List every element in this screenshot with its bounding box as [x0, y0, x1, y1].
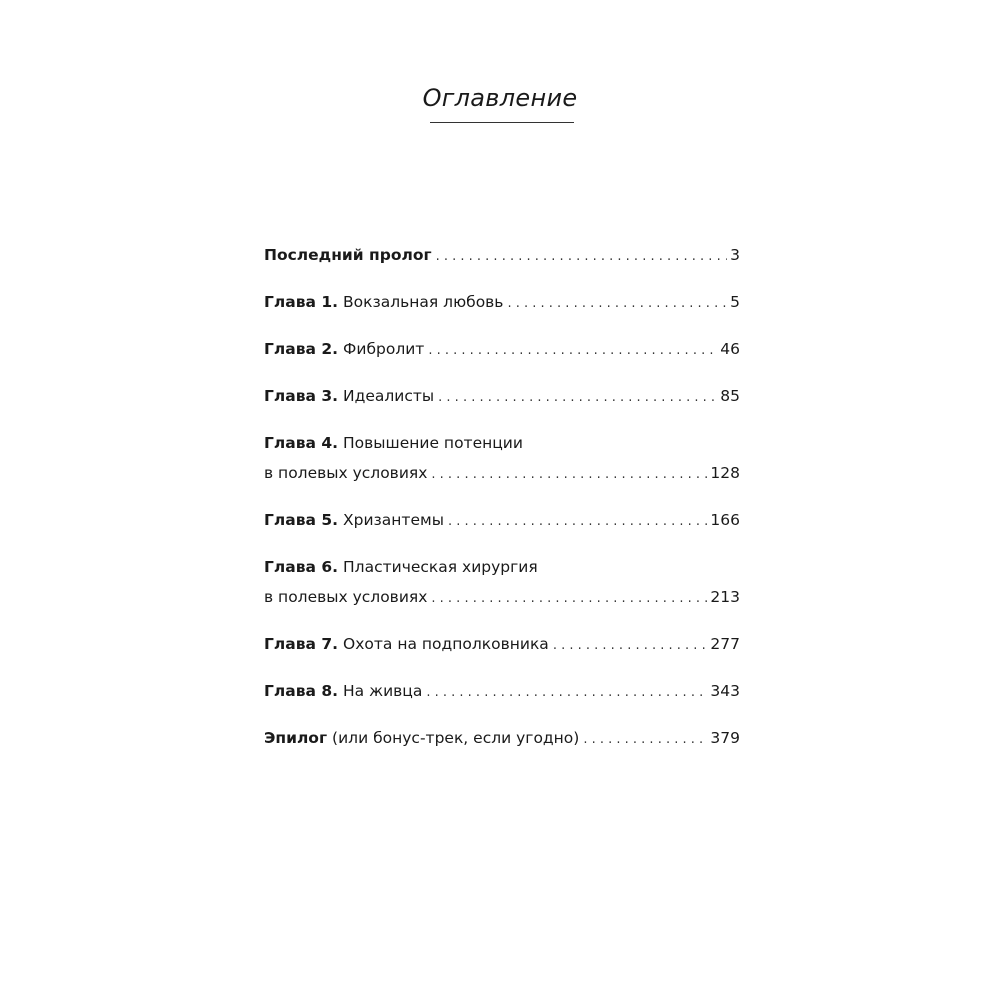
- entry-page-number: 128: [710, 464, 740, 482]
- leader-dots: [583, 729, 707, 751]
- entry-bold-label: Последний пролог: [264, 246, 432, 264]
- entry-bold-label: Эпилог: [264, 729, 328, 747]
- entry-page-number: 343: [710, 682, 740, 700]
- leader-dots: [507, 293, 727, 315]
- entry-page-number: 379: [710, 729, 740, 747]
- leader-dots: [553, 635, 708, 657]
- toc-list: [264, 244, 740, 774]
- toc-entry-chapter-3: [264, 385, 740, 409]
- toc-entry-chapter-8: [264, 680, 740, 704]
- entry-bold-label: Глава 6.: [264, 558, 339, 576]
- entry-page-number: 166: [710, 511, 740, 529]
- entry-title: Вокзальная любовь: [343, 293, 504, 311]
- toc-entry-epilogue: [264, 727, 740, 751]
- entry-title: Идеалисты: [343, 387, 435, 405]
- leader-dots: [428, 340, 717, 362]
- entry-bold-label: Глава 5.: [264, 511, 339, 529]
- entry-bold-label: Глава 4.: [264, 434, 339, 452]
- entry-bold-label: Глава 3.: [264, 387, 339, 405]
- toc-entry-chapter-5: [264, 509, 740, 533]
- entry-title: На живца: [343, 682, 423, 700]
- entry-title: Охота на подполковника: [343, 635, 549, 653]
- toc-entry-chapter-4: [264, 432, 740, 486]
- entry-page-number: 46: [720, 340, 740, 358]
- toc-entry-chapter-6: [264, 556, 740, 610]
- toc-entry-prologue: [264, 244, 740, 268]
- leader-dots: [448, 511, 707, 533]
- toc-entry-chapter-2: [264, 338, 740, 362]
- entry-title: Пластическая хирургия: [343, 558, 538, 576]
- leader-dots: [431, 588, 707, 610]
- toc-title: Оглавление: [422, 84, 578, 112]
- entry-page-number: 5: [730, 293, 740, 311]
- entry-title-continued: в полевых условиях: [264, 588, 428, 606]
- entry-bold-label: Глава 8.: [264, 682, 339, 700]
- entry-title: (или бонус-трек, если угодно): [332, 729, 580, 747]
- entry-page-number: 85: [720, 387, 740, 405]
- toc-entry-chapter-7: [264, 633, 740, 657]
- leader-dots: [438, 387, 717, 409]
- entry-title: Повышение потенции: [343, 434, 523, 452]
- entry-title: Фибролит: [343, 340, 425, 358]
- entry-bold-label: Глава 1.: [264, 293, 339, 311]
- entry-title: Хризантемы: [343, 511, 444, 529]
- leader-dots: [431, 464, 707, 486]
- entry-page-number: 213: [710, 588, 740, 606]
- entry-bold-label: Глава 2.: [264, 340, 339, 358]
- entry-bold-label: Глава 7.: [264, 635, 339, 653]
- title-underline: [430, 122, 574, 123]
- entry-page-number: 277: [710, 635, 740, 653]
- entry-page-number: 3: [730, 246, 740, 264]
- leader-dots: [436, 246, 728, 268]
- toc-entry-chapter-1: [264, 291, 740, 315]
- entry-title-continued: в полевых условиях: [264, 464, 428, 482]
- leader-dots: [426, 682, 707, 704]
